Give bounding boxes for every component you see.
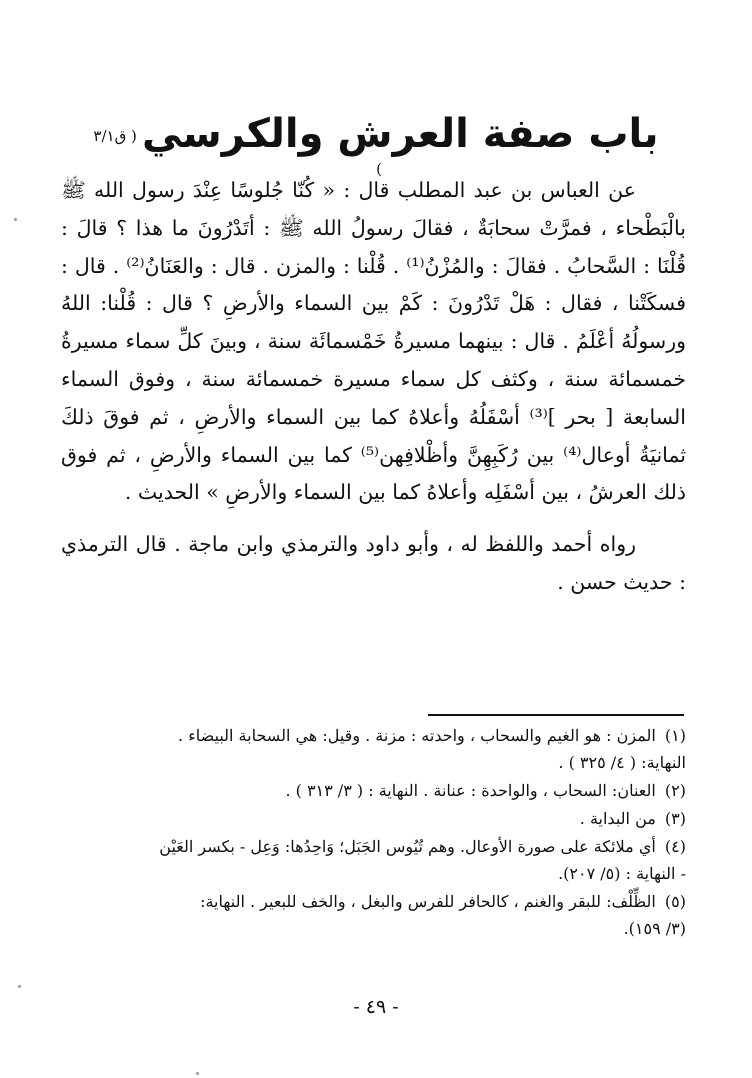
manuscript-reference: ( ق٣/١ ): [93, 126, 382, 178]
footnote-line: من البداية .: [579, 809, 656, 828]
footnote-line: المزن : هو الغيم والسحاب ، واحدته : مزنة . وقيل: هي السحابة البيضاء .: [178, 726, 656, 745]
footnote-line: (٣/ ١٥٩).: [623, 919, 686, 938]
footnote-number: (٣): [664, 809, 686, 828]
hadith-line: قال : والعَنَانُ⁽²⁾ . قال : فسكَتْنا ، فقال : هَلْ تَدْرُونَ : كَمْ بين السماء: [61, 253, 686, 316]
hadith-line: بين السماء والأرضِ » الحديث .: [124, 480, 386, 505]
footnote-divider: [428, 714, 684, 716]
footnote-4: [54, 833, 686, 887]
hadith-line: السماء والأرضِ ، ثم فوقَ ذلكَ ثمانيَةُ أوعال⁽⁴⁾ بين رُكَبِهِنَّ وأظْلافِهن⁽⁵⁾: [61, 404, 686, 467]
riwaya-line: الترمذي : حديث حسن .: [61, 532, 686, 594]
hadith-line: والأرضِ ؟ قال : قُلْنا: اللهُ ورسولُهُ أعْلَمُ . قال : بينهما مسيرةُ خَمْسمائَة: [61, 291, 686, 354]
scan-speck: [18, 985, 21, 988]
hadith-line: الله ﷺ بالْبَطْحاء ، فمرَّتْ سحابَةٌ ، فقالَ رسولُ الله ﷺ : أتَدْرُونَ ما: [61, 178, 686, 240]
footnote-line: أي ملائكة على صورة الأوعال. وهم تُيُوس الجَبَل؛ وَاحِدُها: وَعِل - بكسر العَيْن: [159, 837, 656, 856]
footnote-line: العنان: السحاب ، والواحدة : عنانة . النهاية : ( ٣/ ٣١٣ ) .: [285, 781, 656, 800]
hadith-paragraph: [61, 172, 686, 512]
footnote-line: الظِّلْف: للبقر والغنم ، كالحافر للفرس والبغل ، والخف للبعير . النهاية:: [200, 892, 656, 911]
riwaya-paragraph: [61, 526, 686, 602]
hadith-line: عن العباس بن عبد المطلب قال : « كُنّا جُلوسًا عِنْدَ رسول: [132, 178, 636, 202]
footnote-number: (٢): [664, 781, 686, 800]
footnote-2: [54, 777, 686, 804]
hadith-line: هذا ؟ قالَ : قُلْنَا : السَّحابُ . فقالَ : والمُزْنُ⁽¹⁾ . قُلْنا : والمزن .: [61, 215, 686, 278]
hadith-text: [61, 172, 686, 602]
hadith-line: سنة ، وبينَ كلِّ سماء مسيرةُ خمسمائة سنة ، وكثف كل سماء مسيرة: [61, 329, 686, 391]
hadith-line: كما بين السماء والأرضِ ، ثم فوق ذلك العرشُ ، بين أسْفَلِه وأعلاهُ كما: [61, 442, 686, 505]
footnote-3: [54, 805, 686, 832]
footnote-number: (٥): [664, 892, 686, 911]
footnote-line: النهاية: ( ٤/ ٣٢٥ ) .: [558, 753, 686, 772]
page-number: - ٤٩ -: [353, 996, 399, 1018]
footnote-number: (٤): [664, 837, 686, 856]
footnotes: [54, 722, 686, 943]
scan-speck: [14, 218, 17, 221]
hadith-line: خمسمائة سنة ، وفوق السماء السابعة [ بحر ]⁽³⁾ أسْفَلُهُ وأعلاهُ كما بين: [61, 366, 686, 429]
footnote-line: - النهاية : (٥/ ٢٠٧).: [558, 864, 686, 883]
scan-speck: [196, 1072, 199, 1075]
footnote-5: [54, 888, 686, 942]
footnote-1: [54, 722, 686, 776]
chapter-title: باب صفة العرش والكرسي: [141, 111, 659, 157]
riwaya-line: رواه أحمد واللفظ له ، وأبو داود والترمذي وابن ماجة . قال: [135, 532, 636, 557]
footnote-number: (١): [664, 726, 686, 745]
